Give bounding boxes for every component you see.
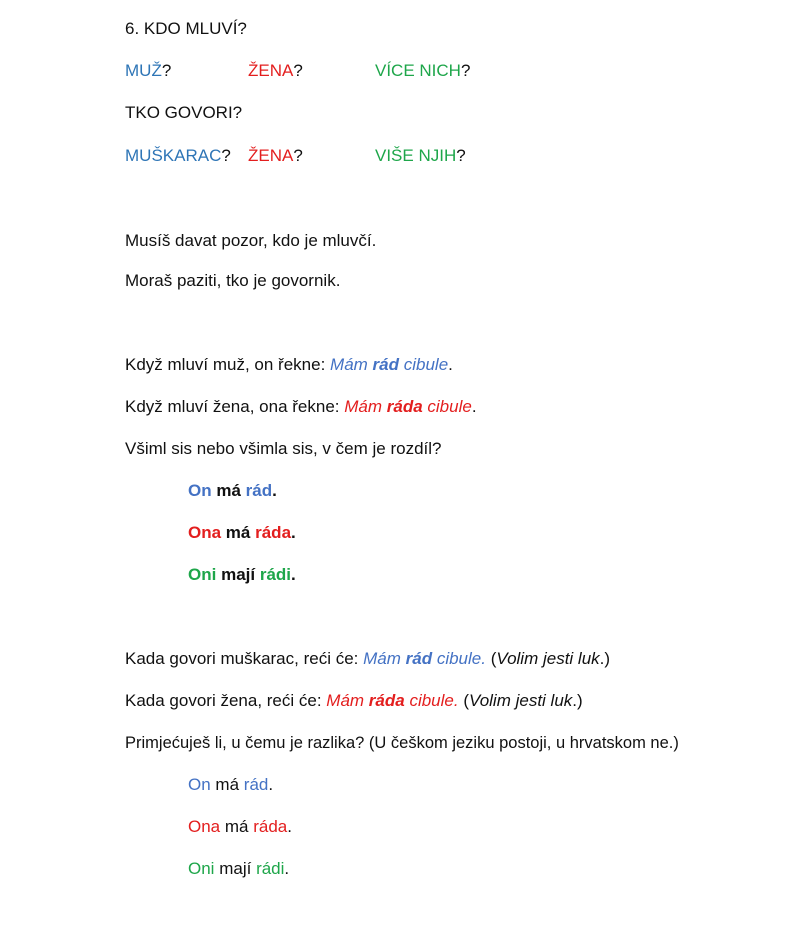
croatian-option-man: MUŠKARAC?: [125, 146, 231, 165]
conjugation-bold-oni: Oni mají rádi.: [188, 565, 296, 584]
croatian-option-many: VIŠE NJIH?: [375, 146, 466, 165]
czech-title-text: 6. KDO MLUVÍ?: [125, 19, 247, 38]
croatian-title-text: TKO GOVORI?: [125, 103, 243, 122]
croatian-title: [125, 102, 242, 124]
czech-title: [125, 18, 247, 40]
croatian-question: Primjećuješ li, u čemu je razlika? (U češkom jeziku postoji, u hrvatskom ne.): [125, 734, 679, 752]
intro-croatian: Moraš paziti, tko je govornik.: [125, 271, 341, 290]
conjugation-regular-oni: Oni mají rádi.: [188, 859, 290, 878]
czech-example-man: Když mluví muž, on řekne: Mám rád cibule.: [125, 355, 453, 374]
czech-example-woman: Když mluví žena, ona řekne: Mám ráda cibule.: [125, 397, 477, 416]
intro-czech: Musíš davat pozor, kdo je mluvčí.: [125, 231, 377, 250]
croatian-option-woman: ŽENA?: [248, 146, 303, 165]
conjugation-regular-on: On má rád.: [188, 775, 274, 794]
czech-question: Všiml sis nebo všimla sis, v čem je rozdíl?: [125, 439, 442, 458]
conjugation-bold-ona: Ona má ráda.: [188, 523, 296, 542]
conjugation-regular-ona: Ona má ráda.: [188, 817, 292, 836]
croatian-example-woman: Kada govori žena, reći će: Mám ráda cibule. (Volim jesti luk.): [125, 691, 583, 710]
czech-options-row: [125, 60, 525, 82]
czech-option-man: MUŽ?: [125, 61, 172, 80]
czech-option-many: VÍCE NICH?: [375, 61, 471, 80]
conjugation-bold-on: On má rád.: [188, 481, 277, 500]
czech-option-woman: ŽENA?: [248, 61, 303, 80]
croatian-example-man: Kada govori muškarac, reći će: Mám rád cibule. (Volim jesti luk.): [125, 649, 611, 668]
croatian-options-row: [125, 145, 525, 167]
